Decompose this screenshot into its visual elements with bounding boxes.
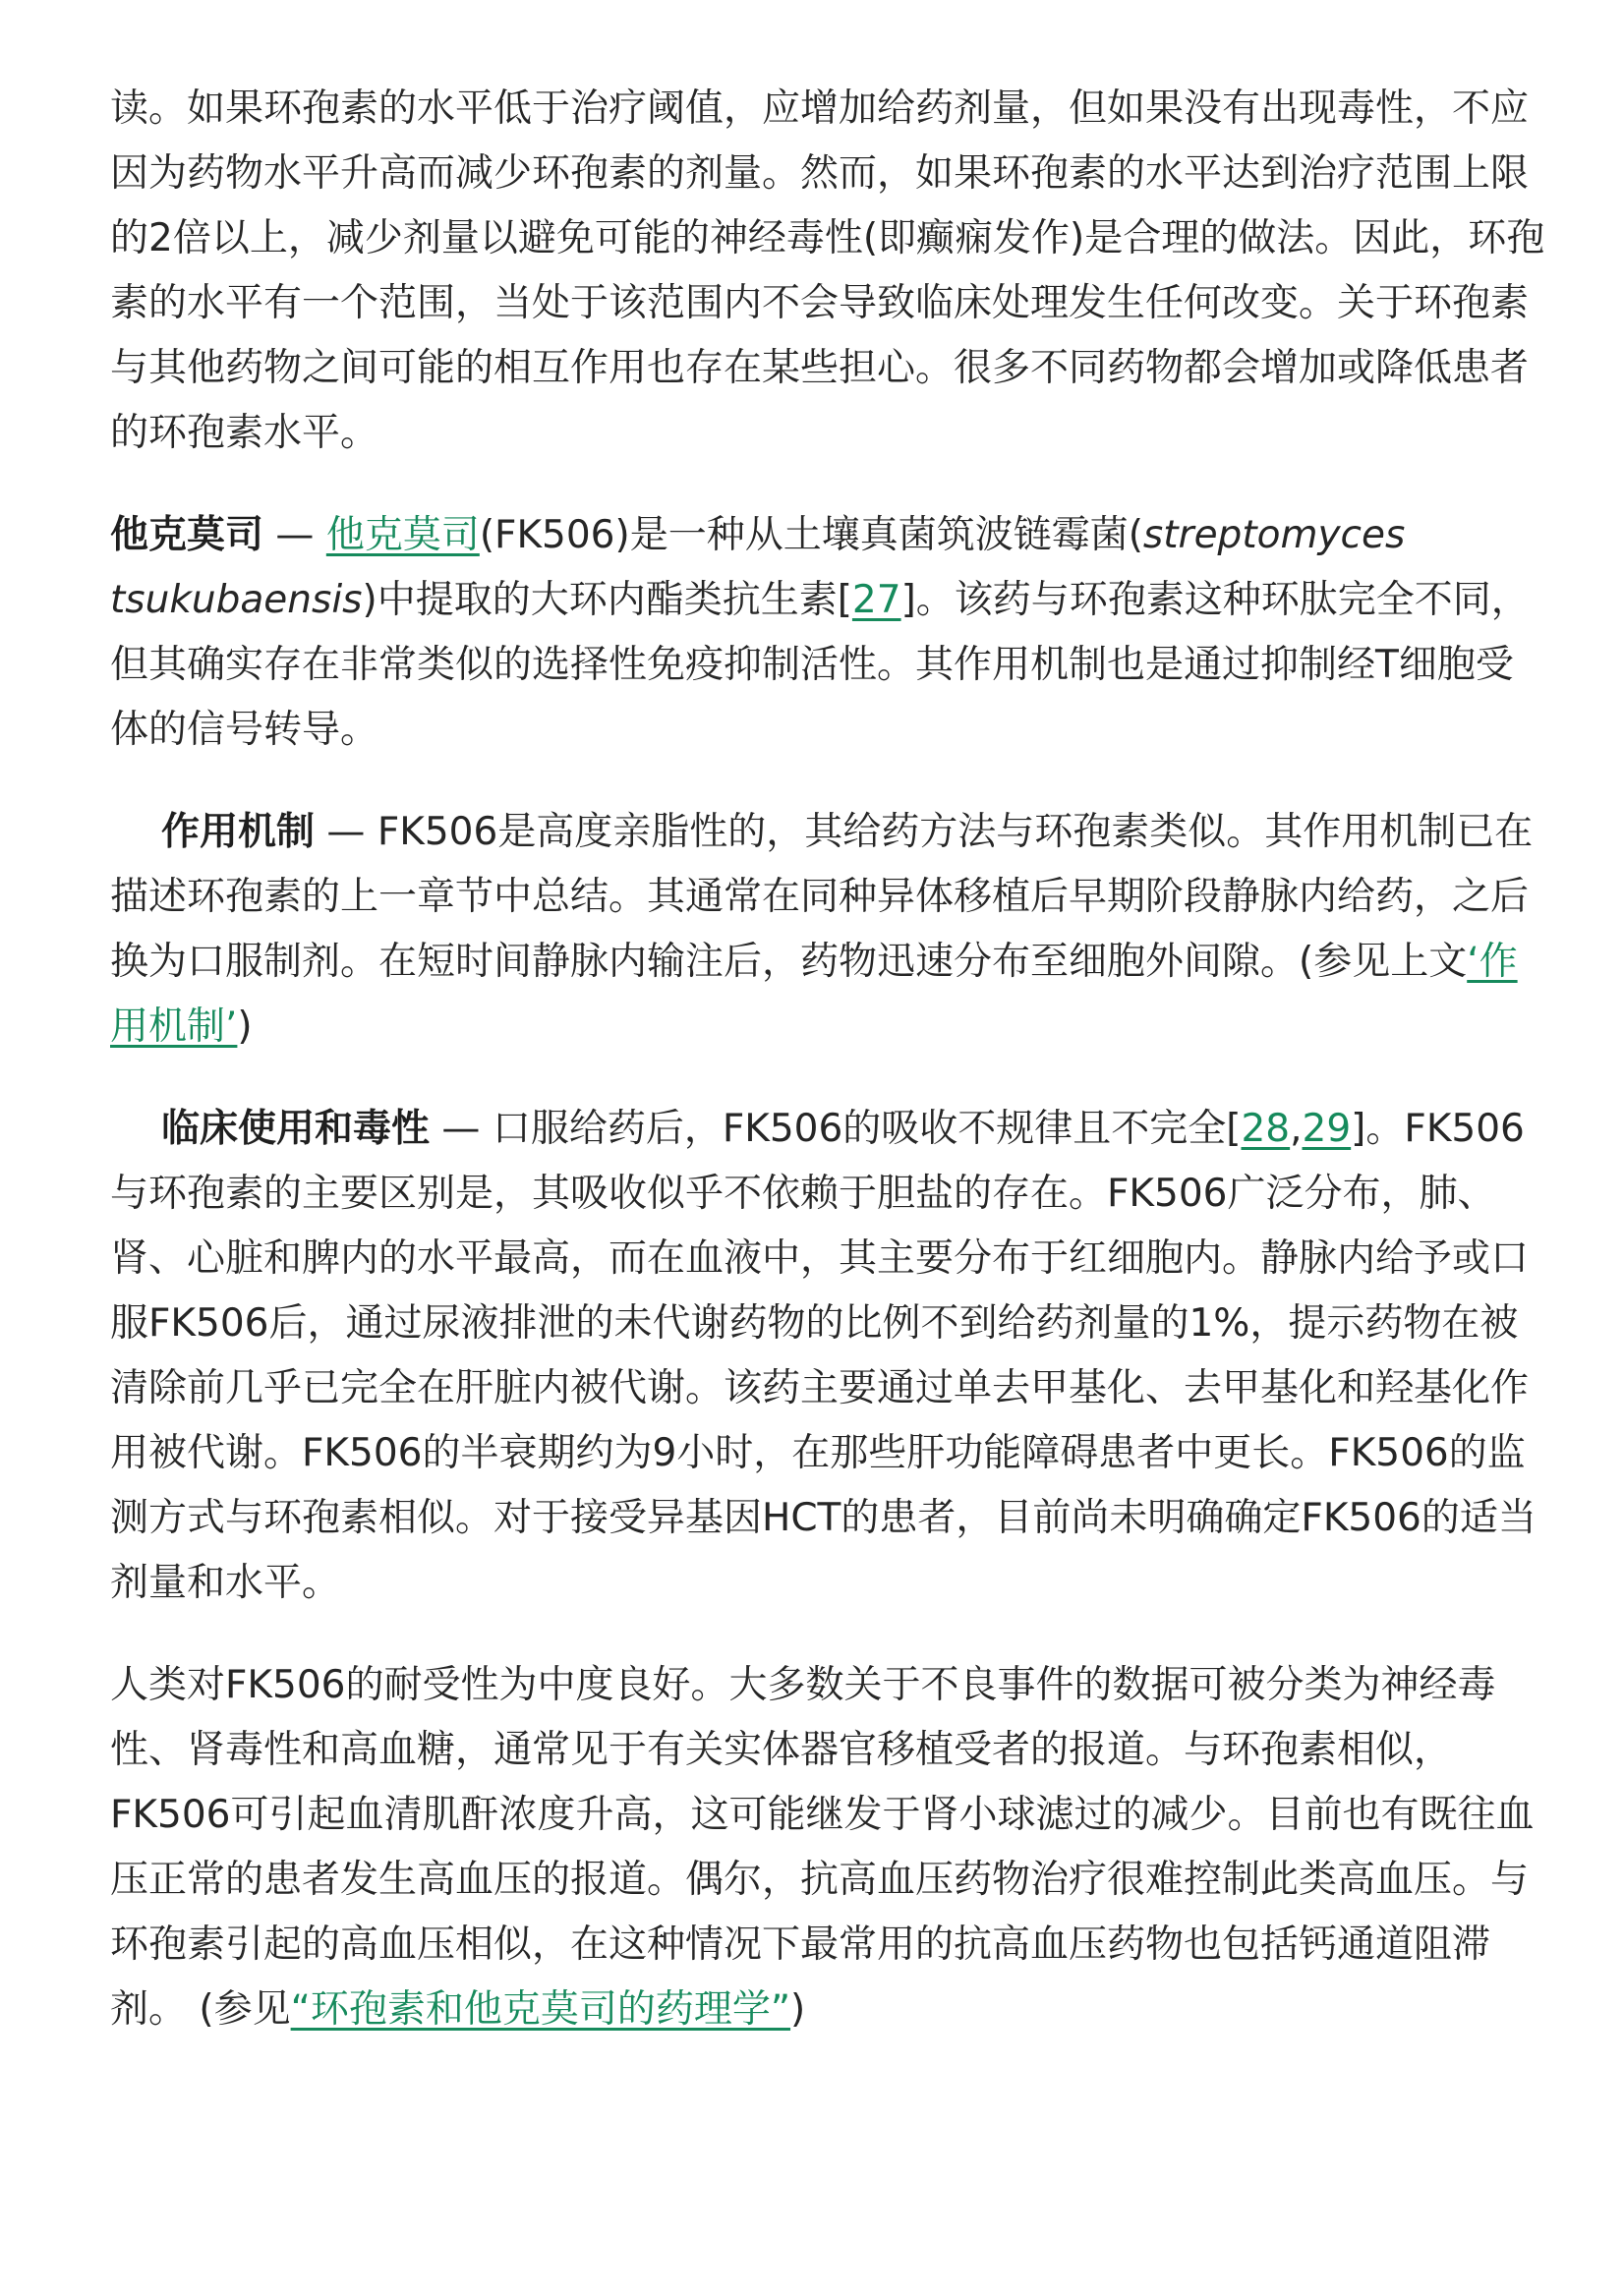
paragraph-text: 人类对FK506的耐受性为中度良好。大多数关于不良事件的数据可被分类为神经毒性、肾毒性和高血糖，通常见于有关实体器官移植受者的报道。与环孢素相似，FK506可引起血清肌酐浓度升高，这可能继发于肾小球滤过的减少。目前也有既往血压正常的患者发生高血压的报道。偶尔，抗高血压药物治疗很难控制此类高血压。与环孢素引起的高血压相似，在这种情况下最常用的抗高血压药物也包括钙通道阻滞剂。 (参见 — [110, 1663, 1535, 2032]
section-heading-clinical-use: 临床使用和毒性 — [161, 1107, 431, 1151]
heading-dash: — — [430, 1107, 493, 1151]
reference-link-29[interactable]: 29 — [1302, 1107, 1352, 1151]
paragraph-text: 读。如果环孢素的水平低于治疗阈值，应增加给药剂量，但如果没有出现毒性，不应因为药物水平升高而减少环孢素的剂量。然而，如果环孢素的水平达到治疗范围上限的2倍以上，减少剂量以避免可能的神经毒性(即癫痫发作)是合理的做法。因此，环孢素的水平有一个范围，当处于该范围内不会导致临床处理发生任何改变。关于环孢素与其他药物之间可能的相互作用也存在某些担心。很多不同药物都会增加或降低患者的环孢素水平。 — [110, 86, 1545, 455]
paragraph-text: ]。该药与环孢素这种环肽完全不同，但其确实存在非常类似的选择性免疫抑制活性。其作用机制也是通过抑制经T细胞受体的信号转导。 — [110, 578, 1530, 752]
paragraph-text: ) — [237, 1004, 253, 1049]
reference-link-28[interactable]: 28 — [1241, 1107, 1291, 1151]
paragraph-text: )中提取的大环内酯类抗生素[ — [362, 578, 852, 622]
reference-link-27[interactable]: 27 — [851, 578, 901, 622]
paragraph-text: FK506是高度亲脂性的，其给药方法与环孢素类似。其作用机制已在描述环孢素的上一章节中总结。其通常在同种异体移植后早期阶段静脉内给药，之后换为口服制剂。在短时间静脉内输注后，药物迅速分布至细胞外间隙。(参见上文 — [110, 810, 1534, 984]
paragraph-cyclosporine-levels — [110, 77, 1545, 466]
section-heading-tacrolimus: 他克莫司 — [110, 513, 264, 557]
paragraph-text: 口服给药后，FK506的吸收不规律且不完全[ — [492, 1107, 1242, 1151]
paragraph-text: (FK506)是一种从土壤真菌筑波链霉菌( — [479, 513, 1143, 557]
link-tacrolimus[interactable]: 他克莫司 — [325, 513, 480, 557]
heading-dash: — — [315, 810, 377, 854]
paragraph-text: ]。FK506与环孢素的主要区别是，其吸收似乎不依赖于胆盐的存在。FK506广泛分布，肺、肾、心脏和脾内的水平最高，而在血液中，其主要分布于红细胞内。静脉内给予或口服FK506后，通过尿液排泄的未代谢药物的比例不到给药剂量的1%，提示药物在被清除前几乎已完全在肝脏内被代谢。该药主要通过单去甲基化、去甲基化和羟基化作用被代谢。FK506的半衰期约为9小时，在那些肝功能障碍患者中更长。FK506的监测方式与环孢素相似。对于接受异基因HCT的患者，目前尚未明确确定FK506的适当剂量和水平。 — [110, 1107, 1537, 1605]
link-pharmacology-topic[interactable]: “环孢素和他克莫司的药理学” — [290, 1987, 791, 2032]
paragraph-tolerability — [110, 1653, 1545, 2042]
reference-separator: , — [1290, 1107, 1303, 1151]
paragraph-mechanism — [110, 800, 1545, 1060]
section-heading-mechanism: 作用机制 — [161, 810, 316, 854]
heading-dash: — — [263, 513, 326, 557]
paragraph-clinical-use — [110, 1097, 1545, 1616]
species-name: streptomyces tsukubaensis — [110, 513, 1406, 622]
paragraph-tacrolimus — [110, 503, 1545, 763]
article-body — [110, 77, 1545, 2080]
paragraph-text: ) — [790, 1987, 806, 2032]
link-mechanism-of-action[interactable]: ‘作用机制’ — [110, 940, 1518, 1049]
